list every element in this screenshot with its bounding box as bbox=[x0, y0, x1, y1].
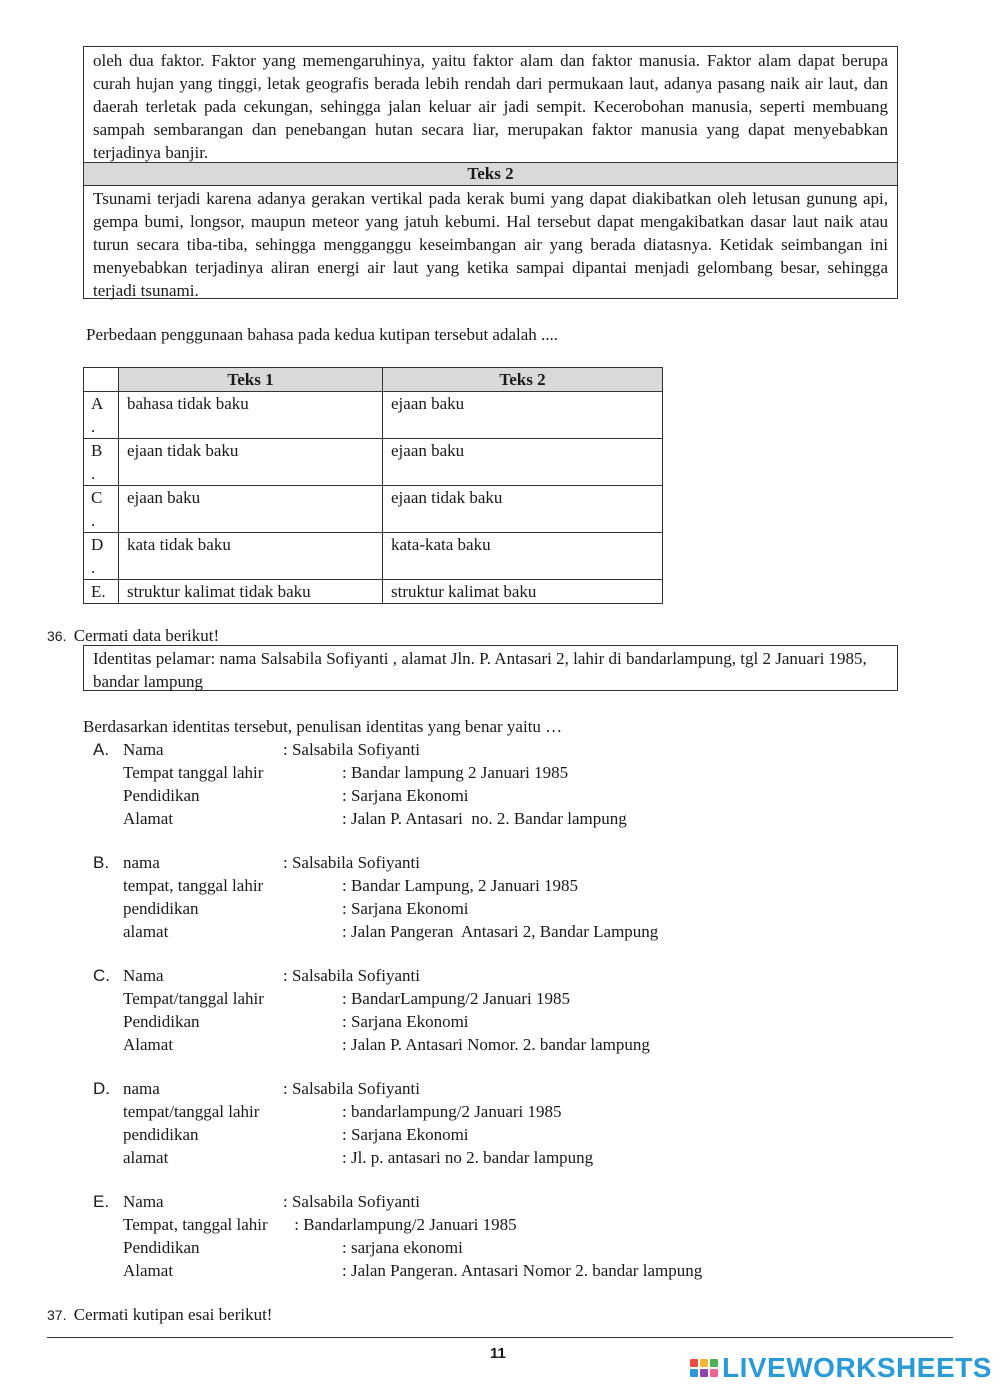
field-label: alamat bbox=[123, 922, 169, 941]
q36-question: Berdasarkan identitas tersebut, penulisan identitas yang benar yaitu … bbox=[83, 717, 563, 736]
field-value: : Jalan P. Antasari Nomor. 2. bandar lampung bbox=[342, 1035, 650, 1054]
q36-data-box: Identitas pelamar: nama Salsabila Sofiyanti , alamat Jln. P. Antasari 2, lahir di bandarlampung, tgl 2 Januari 1985, bandar lampung bbox=[83, 645, 898, 691]
option-letter-dot: . bbox=[91, 417, 96, 436]
option-letter-text: D bbox=[91, 535, 104, 554]
field-value: : Salsabila Sofiyanti bbox=[283, 740, 420, 759]
field-label: Pendidikan bbox=[123, 1238, 200, 1257]
q35-prompt: Perbedaan penggunaan bahasa pada kedua kutipan tersebut adalah .... bbox=[86, 325, 559, 344]
field-value: : Jalan Pangeran. Antasari Nomor 2. bandar lampung bbox=[342, 1261, 703, 1280]
option-letter bbox=[84, 392, 119, 439]
field-value: : Sarjana Ekonomi bbox=[342, 1012, 469, 1031]
field-value: : Bandar Lampung, 2 Januari 1985 bbox=[342, 876, 579, 895]
teks1-continuation: oleh dua faktor. Faktor yang memengaruhinya, yaitu faktor alam dan faktor manusia. Faktor alam dapat berupa curah hujan yang tinggi, letak geografis berada lebih rendah dari permukaan laut, adanya pasang naik air laut, dan daerah terletak pada cekungan, sehingga jalan keluar air jadi sempit. Kecerobohan manusia, seperti membuang sampah sembarangan dan penebangan hutan secara liar, merupakan faktor manusia yang dapat menyebabkan terjadinya banjir. bbox=[93, 51, 888, 162]
option-letter: E. bbox=[93, 1192, 110, 1211]
logo-square-icon bbox=[710, 1369, 718, 1377]
question-instruction: Cermati data berikut! bbox=[73, 626, 220, 645]
field-label: Alamat bbox=[123, 809, 174, 828]
option-letter bbox=[84, 533, 119, 580]
teks2-heading: Teks 2 bbox=[84, 162, 897, 186]
table-header-teks1: Teks 1 bbox=[119, 368, 383, 392]
option-row[interactable] bbox=[84, 392, 663, 439]
option-letter: D. bbox=[93, 1079, 110, 1098]
option-letter bbox=[84, 580, 119, 604]
q37-header bbox=[47, 1303, 272, 1327]
option-teks2-cell: ejaan tidak baku bbox=[383, 486, 663, 533]
logo-square-icon bbox=[700, 1359, 708, 1367]
option-letter bbox=[84, 486, 119, 533]
field-label: pendidikan bbox=[123, 899, 199, 918]
q36-option[interactable] bbox=[0, 1190, 1000, 1282]
question-instruction: Cermati kutipan esai berikut! bbox=[73, 1305, 273, 1324]
option-letter-text: C bbox=[91, 488, 103, 507]
option-letter-text: E. bbox=[91, 582, 106, 601]
field-label: Pendidikan bbox=[123, 1012, 200, 1031]
option-letter-dot: . bbox=[91, 464, 96, 483]
field-value: : sarjana ekonomi bbox=[342, 1238, 463, 1257]
field-label: Alamat bbox=[123, 1035, 174, 1054]
option-row[interactable] bbox=[84, 533, 663, 580]
table-header-teks2: Teks 2 bbox=[383, 368, 663, 392]
q36-option[interactable] bbox=[0, 851, 1000, 943]
field-value: : Jalan P. Antasari no. 2. Bandar lampung bbox=[342, 809, 627, 828]
option-letter: B. bbox=[93, 853, 110, 872]
option-letter: A. bbox=[93, 740, 110, 759]
question-number: 37. bbox=[47, 1307, 67, 1323]
q35-options-table bbox=[83, 367, 663, 604]
field-value: : Sarjana Ekonomi bbox=[342, 899, 469, 918]
logo-square-icon bbox=[690, 1369, 698, 1377]
option-letter-dot: . bbox=[91, 511, 96, 530]
brand-name: LIVEWORKSHEETS bbox=[722, 1352, 992, 1383]
option-teks1-cell: struktur kalimat tidak baku bbox=[119, 580, 383, 604]
field-label: Nama bbox=[123, 1192, 164, 1211]
q36-option[interactable] bbox=[0, 1077, 1000, 1169]
field-label: Tempat, tanggal lahir bbox=[123, 1215, 268, 1234]
field-value: : bandarlampung/2 Januari 1985 bbox=[342, 1102, 562, 1121]
q36-option[interactable] bbox=[0, 964, 1000, 1056]
option-teks2-cell: kata-kata baku bbox=[383, 533, 663, 580]
option-teks1-cell: bahasa tidak baku bbox=[119, 392, 383, 439]
field-value: : Sarjana Ekonomi bbox=[342, 1125, 469, 1144]
page-number: 11 bbox=[490, 1345, 506, 1362]
field-value: : Bandar lampung 2 Januari 1985 bbox=[342, 763, 569, 782]
field-value: : Bandarlampung/2 Januari 1985 bbox=[290, 1215, 517, 1234]
option-letter-dot: . bbox=[91, 558, 96, 577]
option-teks1-cell: ejaan baku bbox=[119, 486, 383, 533]
logo-square-icon bbox=[690, 1359, 698, 1367]
option-teks1-cell: kata tidak baku bbox=[119, 533, 383, 580]
option-letter: C. bbox=[93, 966, 110, 985]
teks2-body: Tsunami terjadi karena adanya gerakan vertikal pada kerak bumi yang dapat diakibatkan oleh letusan gunung api, gempa bumi, longsor, maupun meteor yang jatuh kebumi. Hal tersebut dapat mengakibatkan dasar laut naik atau turun secara tiba-tiba, sehingga mengganggu keseimbangan air yang berada diatasnya. Ketidak seimbangan ini menyebabkan terjadinya aliran energi air laut yang ketika sampai dipantai menjadi gelombang besar, sehingga terjadi tsunami. bbox=[93, 189, 888, 300]
option-row[interactable] bbox=[84, 580, 663, 604]
passage-box bbox=[83, 46, 898, 299]
field-label: pendidikan bbox=[123, 1125, 199, 1144]
logo-square-icon bbox=[700, 1369, 708, 1377]
field-label: Nama bbox=[123, 740, 164, 759]
field-label: alamat bbox=[123, 1148, 169, 1167]
field-label: tempat, tanggal lahir bbox=[123, 876, 264, 895]
field-label: tempat/tanggal lahir bbox=[123, 1102, 260, 1121]
table-corner bbox=[84, 368, 119, 392]
option-row[interactable] bbox=[84, 439, 663, 486]
field-value: : Jl. p. antasari no 2. bandar lampung bbox=[342, 1148, 594, 1167]
field-label: Tempat/tanggal lahir bbox=[123, 989, 264, 1008]
option-teks2-cell: ejaan baku bbox=[383, 439, 663, 486]
field-value: : BandarLampung/2 Januari 1985 bbox=[342, 989, 571, 1008]
field-value: : Salsabila Sofiyanti bbox=[283, 1079, 420, 1098]
field-label: Nama bbox=[123, 966, 164, 985]
option-row[interactable] bbox=[84, 486, 663, 533]
footer-divider bbox=[47, 1337, 953, 1338]
field-label: nama bbox=[123, 853, 160, 872]
field-label: Alamat bbox=[123, 1261, 174, 1280]
field-value: : Salsabila Sofiyanti bbox=[283, 1192, 420, 1211]
field-value: : Sarjana Ekonomi bbox=[342, 786, 469, 805]
option-letter-text: A bbox=[91, 394, 104, 413]
option-teks2-cell: ejaan baku bbox=[383, 392, 663, 439]
field-value: : Jalan Pangeran Antasari 2, Bandar Lampung bbox=[342, 922, 659, 941]
liveworksheets-logo bbox=[690, 1352, 992, 1383]
question-number: 36. bbox=[47, 628, 67, 644]
field-value: : Salsabila Sofiyanti bbox=[283, 853, 420, 872]
option-teks1-cell: ejaan tidak baku bbox=[119, 439, 383, 486]
field-label: Tempat tanggal lahir bbox=[123, 763, 264, 782]
field-value: : Salsabila Sofiyanti bbox=[283, 966, 420, 985]
option-letter-text: B bbox=[91, 441, 103, 460]
q36-option[interactable] bbox=[0, 738, 1000, 830]
field-label: nama bbox=[123, 1079, 160, 1098]
logo-square-icon bbox=[710, 1359, 718, 1367]
option-teks2-cell: struktur kalimat baku bbox=[383, 580, 663, 604]
logo-mark-icon bbox=[690, 1359, 718, 1377]
option-letter bbox=[84, 439, 119, 486]
field-label: Pendidikan bbox=[123, 786, 200, 805]
